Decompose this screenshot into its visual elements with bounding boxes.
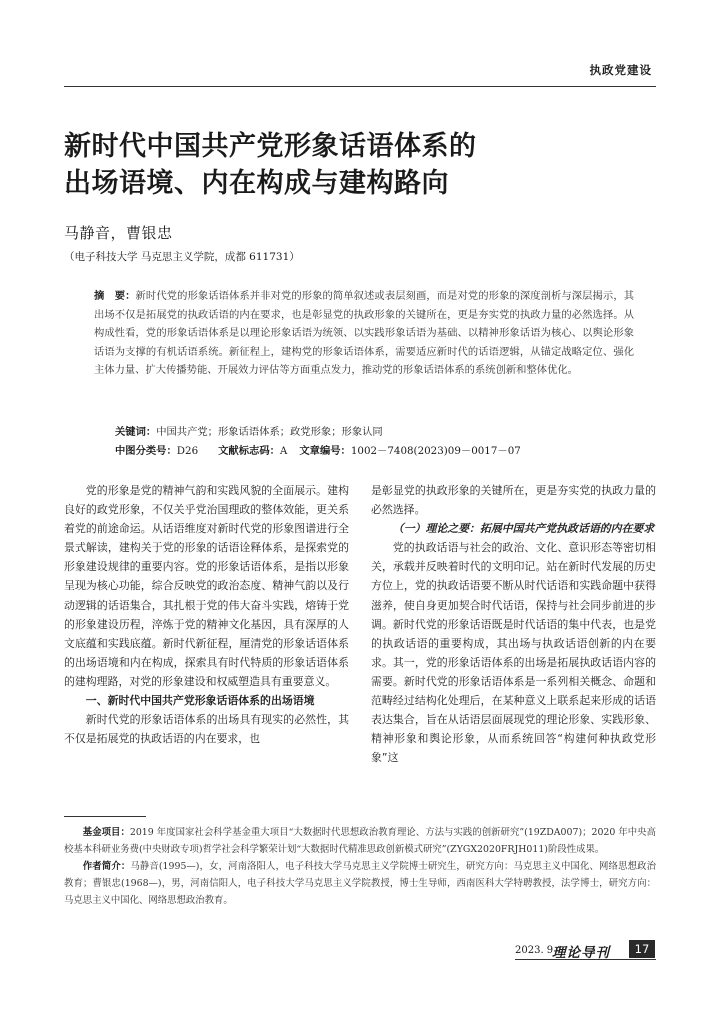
fund-text: 2019 年度国家社会科学基金重大项目“大数据时代思想政治教育理论、方法与实践的创新研究”(19ZDA007)；2020 年中央高校基本科研业务费(中央财政专项)哲学社会科学繁荣计划“大数据时代精准思政创新模式研究”(ZYGX2020FRJH011)阶段性成果。 (64, 827, 656, 855)
body-paragraph: 新时代党的形象话语体系的出场具有现实的必然性，其不仅是拓展党的执政话语的内在要求，也 (64, 713, 349, 746)
section-label: 执政党建设 (589, 63, 652, 77)
footnote-rule (64, 816, 146, 817)
clc-value: D26 (176, 445, 199, 457)
body-paragraph: 是彰显党的执政形象的关键所在，更是夯实党的执政力量的必然选择。 (371, 484, 656, 517)
page-number: 17 (629, 940, 655, 958)
footnotes (64, 824, 656, 909)
clc-label: 中图分类号： (115, 445, 177, 457)
title-line-2: 出场语境、内在构成与建构路向 (64, 168, 449, 199)
author-bio-text: 马静音(1995—)，女，河南洛阳人，电子科技大学马克思主义学院博士研究生，研究方向：马克思主义中国化、网络思想政治教育；曹银忠(1968—)，男，河南信阳人，电子科技大学马克思主义学院教授，博士生导师，西南医科大学特聘教授，法学博士，研究方向：马克思主义中国化、网络思想政治教育。 (64, 861, 656, 906)
section-heading: 一、新时代中国共产党形象话语体系的出场语境 (85, 694, 315, 708)
doc-code-label: 文献标志码： (218, 445, 280, 457)
abstract-text: 新时代党的形象话语体系并非对党的形象的简单叙述或表层刻画，而是对党的形象的深度剖析与深层揭示，其出场不仅是拓展党的执政话语的内在要求，也是彰显党的执政形象的关键所在，更是夯实党的执政力量的必然选择。从构成性看，党的形象话语体系是以理论形象话语为统领、以实践形象话语为基础、以精神形象话语为核心、以舆论形象话语为支撑的有机话语系统。新征程上，建构党的形象话语体系，需要适应新时代的话语逻辑，从锚定战略定位、强化主体力量、扩大传播势能、开展效力评估等方面重点发力，推动党的形象话语体系的系统创新和整体优化。 (94, 290, 634, 377)
title-line-1: 新时代中国共产党形象话语体系的 (64, 131, 477, 162)
body-paragraph: 党的执政话语与社会的政治、文化、意识形态等密切相关，承载并反映着时代的文明印记。站在新时代发展的历史方位上，党的执政话语要不断从时代话语和实践命题中获得滋养，使自身更加契合时代话语，保持与社会同步前进的步调。新时代党的形象话语既是时代话语的集中代表，也是党的执政话语的重要构成，其出场与执政话语创新的内在要求。其一，党的形象话语体系的出场是拓展执政话语内容的需要。新时代党的形象话语体系是一系列相关概念、命题和范畴经过结构化处理后，在某种意义上联系起来形成的话语表达集合，旨在从话语层面展现党的理论形象、实践形象、精神形象和舆论形象，从而系统回答“构建何种执政党形象”这 (371, 541, 656, 765)
abstract-label: 摘 要： (94, 290, 136, 302)
body-paragraph: 党的形象是党的精神气韵和实践风貌的全面展示。建构良好的政党形象，不仅关乎党治国理政的整体效能，更关系着党的前途命运。从话语维度对新时代党的形象图谱进行全景式解读，建构关于党的形象的话语诠释体系，是探索党的形象建设规律的重要内容。党的形象话语体系，是指以形象呈现为核心功能，综合反映党的政治态度、精神气韵以及行动逻辑的话语集合，其扎根于党的伟大奋斗实践，熔铸于党的形象建设历程，淬炼于党的精神文化基因，具有深厚的人文底蕴和实践底蕴。新时代新征程，厘清党的形象话语体系的出场语境和内在构成，探索具有时代特质的形象话语体系的建构理路，对党的形象建设和权威塑造具有重要意义。 (64, 484, 349, 688)
issue-label: 2023. 9 (515, 945, 554, 956)
authors: 马静音，曹银忠 (64, 224, 173, 242)
author-note (64, 858, 656, 909)
classification-line (115, 442, 521, 460)
header-rule (64, 86, 656, 87)
journal-name: 理论导刊 (552, 945, 610, 961)
affiliation: （电子科技大学 马克思主义学院，成都 611731） (64, 251, 300, 263)
body-column-left (64, 481, 349, 748)
article-title (64, 128, 664, 202)
keywords-text: 中国共产党；形象话语体系；政党形象；形象认同 (156, 426, 383, 438)
body-column-right (371, 481, 656, 767)
article-no-value: 1002－7408(2023)09－0017－07 (350, 445, 521, 457)
keywords (115, 423, 383, 441)
author-bio-label: 作者简介： (82, 861, 131, 872)
doc-code-value: A (279, 445, 288, 457)
fund-label: 基金项目： (82, 827, 130, 838)
article-no-label: 文章编号： (299, 445, 351, 457)
footer-rule (515, 959, 656, 960)
keywords-label: 关键词： (115, 426, 157, 438)
subsection-heading: （一）理论之要：拓展中国共产党执政话语的内在要求 (392, 522, 655, 536)
abstract (94, 287, 634, 380)
fund-note (64, 824, 656, 858)
